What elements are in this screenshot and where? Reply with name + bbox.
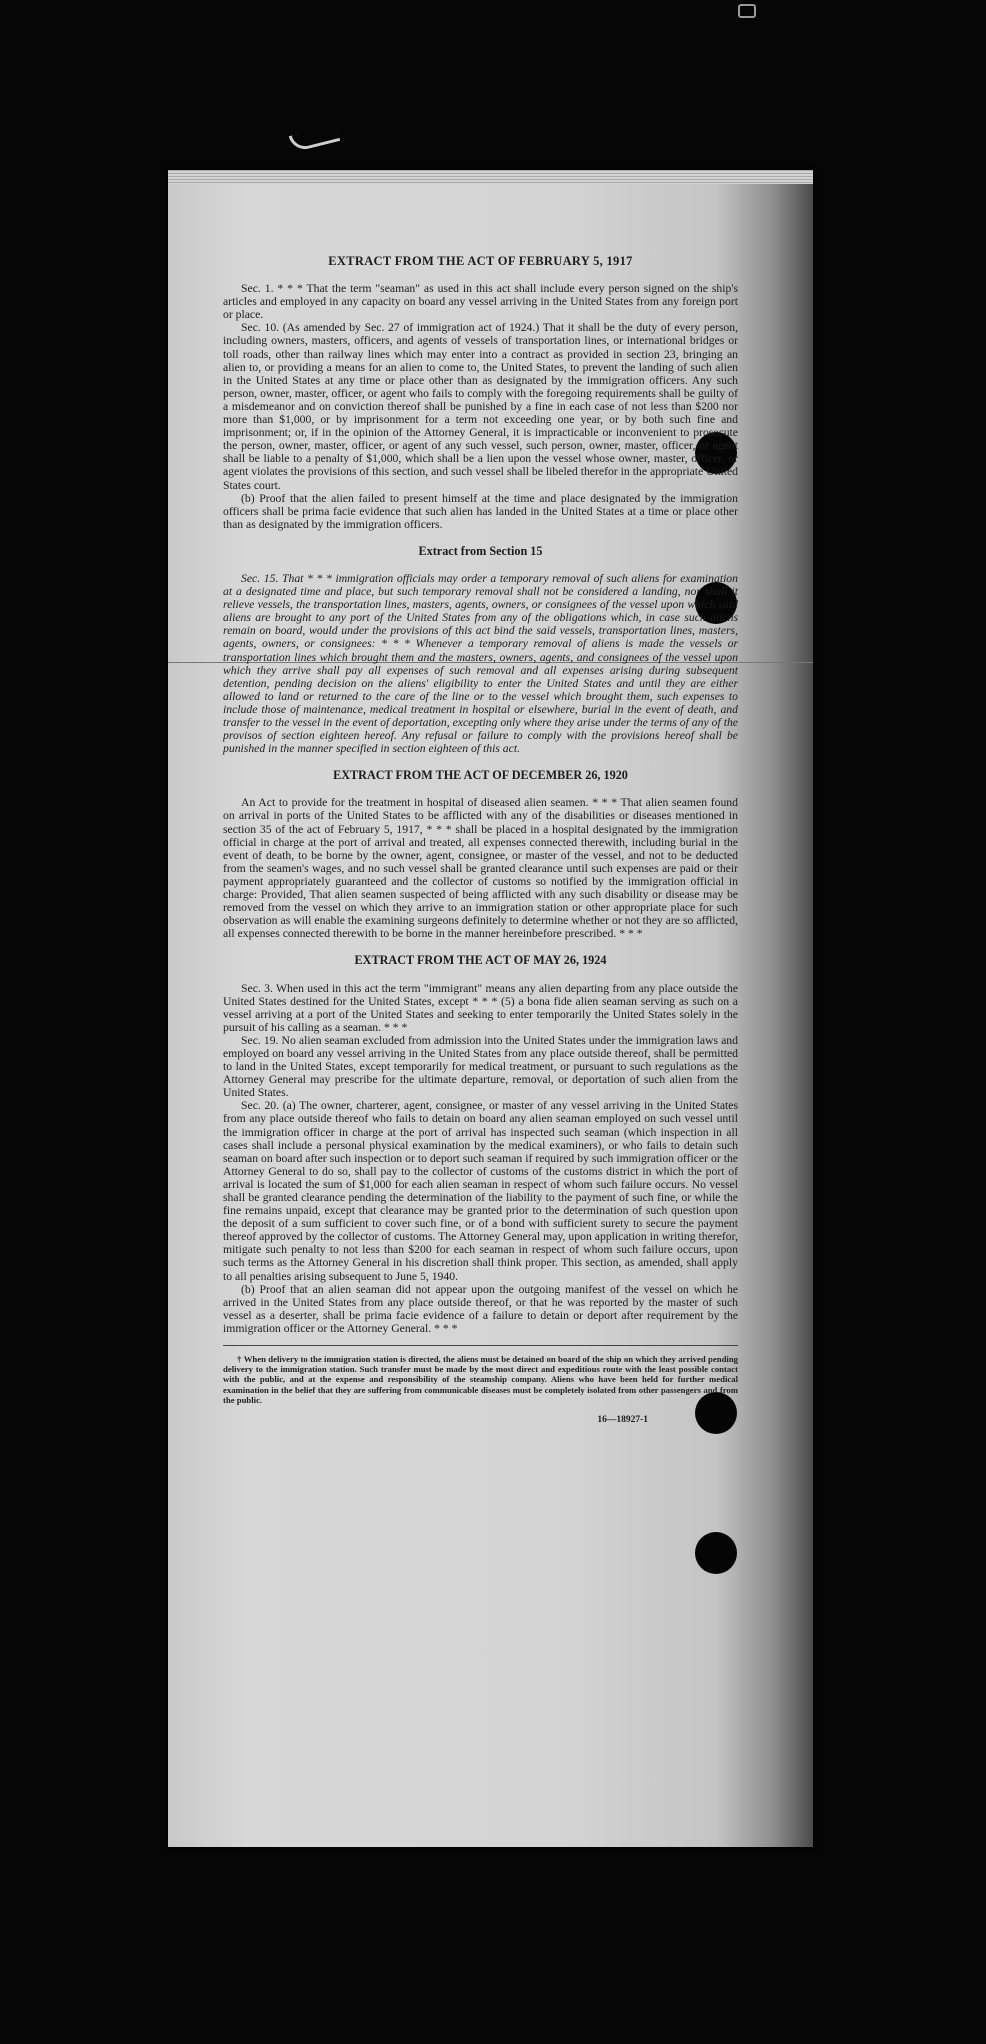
paragraph-sec-1: Sec. 1. * * * That the term "seaman" as used in this act shall include every person signed on the ship's articles and employed in any capacity on board any vessel arriving in the United States from any foreign port or place. xyxy=(223,282,738,322)
section-heading: EXTRACT FROM THE ACT OF FEBRUARY 5, 1917 xyxy=(328,254,633,268)
form-number: 16—18927-1 xyxy=(597,1414,648,1425)
film-corner-mark xyxy=(738,4,756,18)
punch-hole-icon xyxy=(695,1532,737,1574)
paragraph-sec-20-b: (b) Proof that an alien seaman did not appear upon the outgoing manifest of the vessel on which he arrived in the United States from any place outside thereof, or that he was reported by the master of such vessel as a deserter, shall be prima facie evidence of a failure to detain or deport after requirement by the immigration officer or the Attorney General. * * * xyxy=(223,1282,738,1335)
paragraph-sec-10: Sec. 10. (As amended by Sec. 27 of immigration act of 1924.) That it shall be the duty of every person, including owners, masters, officers, and agents of vessels of transportation lines, or international bridges or toll roads, other than railway lines which may enter into a contract as provided in section 23, bringing an alien to, or providing a means for an alien to come to, the United States, to prevent the landing of such alien in the United States at any time or place other than as designated by the immigration officers. Any such person, owner, master, officer, or agent who fails to comply with the foregoing requirements shall be guilty of a misdemeanor and on conviction thereof shall be punished by a fine in each case of not less than $200 nor more than $1,000, or by imprisonment for a term not exceeding one year, or by both such fine and imprisonment; or, if in the opinion of the Attorney General, it is impracticable or inconvenient to prosecute the person, owner, master, officer, or agent of any such vessel, such person, owner, master, officer, or agent shall be liable to a penalty of $1,000, which shall be a lien upon the vessel whose owner, master, officer, or agent violates the provisions of this section, and such vessel shall be libeled therefor in the appropriate United States court. xyxy=(223,321,738,492)
footnote: † When delivery to the immigration station is directed, the aliens must be detained on board of the ship on which they arrived pending delivery to the immigration station. Such transfer must be made by the most direct and expeditious route with the least possible contact with the public, and at the expense and responsibility of the steamship company. Aliens who have been held for further medical examination in the belief that they are suffering from communicable diseases must be completely isolated from other passengers and from the public. xyxy=(223,1345,738,1405)
section-subheading: Extract from Section 15 xyxy=(418,543,543,558)
document-page xyxy=(168,170,813,1847)
pencil-scribble xyxy=(289,124,341,152)
paragraph-act-1920: An Act to provide for the treatment in hospital of diseased alien seamen. * * * That alien seamen found on arrival in ports of the United States to be afflicted with any of the disabilities or diseases mentioned in section 35 of the act of February 5, 1917, * * * shall be placed in a hospital designated by the immigration official in charge at the port of arrival and treated, all expenses connected therewith, including burial in the event of death, to be borne by the owner, agent, consignee, or master of the vessel, and not to be deducted from the seamen's wages, and no such vessel shall be granted clearance until such expenses are paid or their payment appropriately guaranteed and the collector of customs so notified by the immigration official in charge: Provided, That alien seamen suspected of being afflicted with any such disability or disease may be removed from the vessel on which they arrive to an immigration station or other appropriate place for such observation as will enable the examining surgeons definitely to determine whether or not they are so afflicted, all expenses connected therewith to be borne in the manner hereinbefore prescribed. * * * xyxy=(223,796,738,941)
paragraph-sec-3: Sec. 3. When used in this act the term "immigrant" means any alien departing from any place outside the United States destined for the United States, except * * * (5) a bona fide alien seaman serving as such on a vessel arriving at a port of the United States and seeking to enter temporarily the United States solely in the pursuit of his calling as a seaman. * * * xyxy=(223,981,738,1034)
paragraph-sec-10-b: (b) Proof that the alien failed to present himself at the time and place designated by the immigration officers shall be prima facie evidence that such alien has landed in the United States at a time or place other than as designated by the immigration officers. xyxy=(223,491,738,531)
paragraph-sec-15: Sec. 15. That * * * immigration officials may order a temporary removal of such aliens for examination at a designated time and place, but such temporary removal shall not be considered a landing, nor shall it relieve vessels, the transportation lines, masters, agents, owners, or consignees of the vessel upon which said aliens are brought to any port of the United States from any of the obligations which, in case such aliens remain on board, would under the provisions of this act bind the said vessels, transportation lines, masters, agents, owners, or consignees: * * * Whenever a temporary removal of aliens is made the vessels or transportation lines which brought them and the masters, owners, agents, and consignees of the vessel upon which they arrive shall pay all expenses of such removal and all expenses arising during subsequent detention, pending decision on the aliens' eligibility to enter the United States and until they are either allowed to land or returned to the care of the line or to the vessel which brought them, such expenses to include those of maintenance, medical treatment in hospital or elsewhere, burial in the event of death, and transfer to the vessel in the event of deportation, excepting only where they arise under the terms of any of the provisos of section eighteen hereof. Any refusal or failure to comply with the provisions hereof shall be punished in the manner specified in section eighteen of this act. xyxy=(223,571,738,756)
section-heading: EXTRACT FROM THE ACT OF MAY 26, 1924 xyxy=(354,953,607,968)
paragraph-sec-20-a: Sec. 20. (a) The owner, charterer, agent, consignee, or master of any vessel arriving in the United States from any place outside thereof who fails to detain on board any alien seaman employed on such vessel until the immigration officer in charge at the port of arrival has inspected such seaman (which inspection in all cases shall include a personal physical examination by the medical examiners), or who fails to detain such seaman on board after such inspection or to deport such seaman if required by such immigration officer or the Attorney General to do so, shall pay to the collector of customs of the customs district in which the port of arrival is located the sum of $1,000 for each alien seaman in respect of whom such failure occurs. No vessel shall be granted clearance pending the determination of the liability to the payment of such fine, or while the fine remains unpaid, except that clearance may be granted prior to the determination of such question upon the deposit of a sum sufficient to cover such fine, or of a bond with sufficient surety to secure the payment thereof approved by the collector of customs. The Attorney General may, upon application in writing therefor, mitigate such penalty to not less than $200 for each seaman in respect of whom such failure occurs, upon such terms as the Attorney General in his discretion shall think proper. This section, as amended, shall apply to all penalties arising subsequent to June 5, 1940. xyxy=(223,1099,738,1283)
document-text xyxy=(223,255,738,1427)
section-heading: EXTRACT FROM THE ACT OF DECEMBER 26, 1920 xyxy=(333,768,628,783)
paragraph-sec-19: Sec. 19. No alien seaman excluded from admission into the United States under the immigration laws and employed on board any vessel arriving in the United States from any place outside thereof, shall be permitted to land in the United States, except temporarily for medical treatment, or pursuant to such regulations as the Attorney General may prescribe for the ultimate departure, removal, or deportation of such alien from the United States. xyxy=(223,1033,738,1100)
